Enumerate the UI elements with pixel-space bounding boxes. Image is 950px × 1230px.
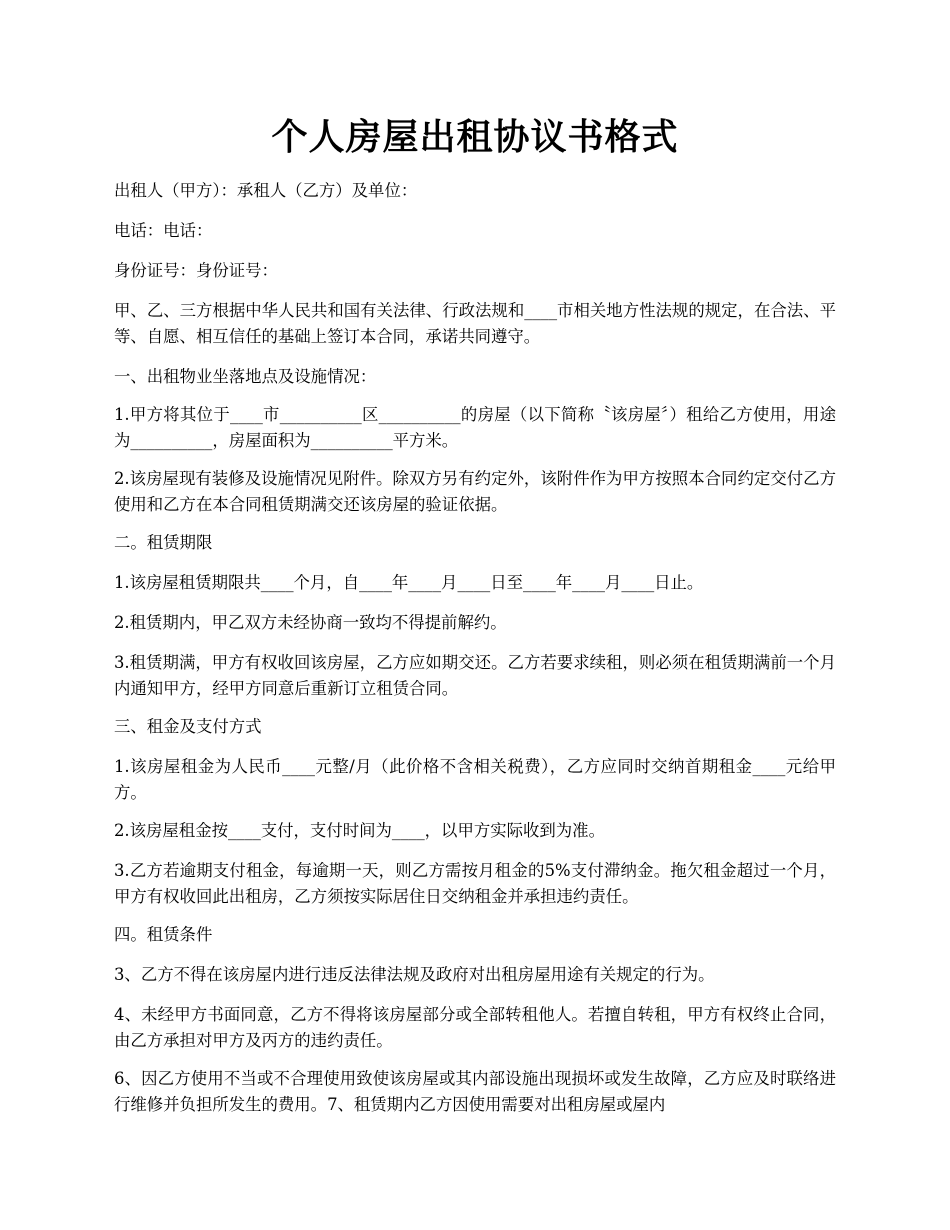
- section-heading-2: 二。租赁期限: [114, 533, 213, 552]
- clause-2-2: 2.租赁期内，甲乙双方未经协商一致均不得提前解约。: [114, 613, 507, 632]
- clause-3-2: 2.该房屋租金按____支付，支付时间为____，以甲方实际收到为准。: [114, 821, 605, 840]
- clause-4-3: 3、乙方不得在该房屋内进行违反法律法规及政府对出租房屋用途有关规定的行为。: [114, 965, 715, 984]
- paragraph-id-number: 身份证号：身份证号：: [114, 261, 278, 280]
- clause-4-6: 6、因乙方使用不当或不合理使用致使该房屋或其内部设施出现损坏或发生故障，乙方应及时联络进行维修并负担所发生的费用。7、租赁期内乙方因使用需要对出租房屋或屋内: [114, 1069, 836, 1114]
- paragraph-phone: 电话：电话：: [114, 221, 213, 240]
- clause-1-2: 2.该房屋现有装修及设施情况见附件。除双方另有约定外，该附件作为甲方按照本合同约定交付乙方使用和乙方在本合同租赁期满交还该房屋的验证依据。: [114, 469, 836, 514]
- clause-3-1: 1.该房屋租金为人民币____元整/月（此价格不含相关税费），乙方应同时交纳首期租金____元给甲方。: [114, 757, 836, 802]
- clause-3-3: 3.乙方若逾期支付租金，每逾期一天，则乙方需按月租金的5%支付滞纳金。拖欠租金超过一个月，甲方有权收回此出租房，乙方须按实际居住日交纳租金并承担违约责任。: [114, 861, 836, 906]
- clause-2-1: 1.该房屋租赁期限共____个月，自____年____月____日至____年____月____日止。: [114, 573, 704, 592]
- section-heading-4: 四。租赁条件: [114, 925, 213, 944]
- paragraph-preamble: 甲、乙、三方根据中华人民共和国有关法律、行政法规和____市相关地方性法规的规定，在合法、平等、自愿、相互信任的基础上签订本合同，承诺共同遵守。: [114, 301, 836, 346]
- clause-1-1: 1.甲方将其位于____市__________区__________的房屋（以下简称〝该房屋〞）租给乙方使用，用途为__________，房屋面积为__________平方米。: [114, 405, 836, 450]
- document-title: 个人房屋出租协议书格式: [271, 116, 679, 158]
- clause-2-3: 3.租赁期满，甲方有权收回该房屋，乙方应如期交还。乙方若要求续租，则必须在租赁期满前一个月内通知甲方，经甲方同意后重新订立租赁合同。: [114, 653, 836, 698]
- paragraph-parties: 出租人（甲方）：承租人（乙方）及单位：: [114, 181, 418, 200]
- clause-4-4: 4、未经甲方书面同意，乙方不得将该房屋部分或全部转租他人。若擅自转租，甲方有权终止合同，由乙方承担对甲方及丙方的违约责任。: [114, 1005, 836, 1050]
- section-heading-3: 三、租金及支付方式: [114, 717, 262, 736]
- section-heading-1: 一、出租物业坐落地点及设施情况：: [114, 367, 377, 386]
